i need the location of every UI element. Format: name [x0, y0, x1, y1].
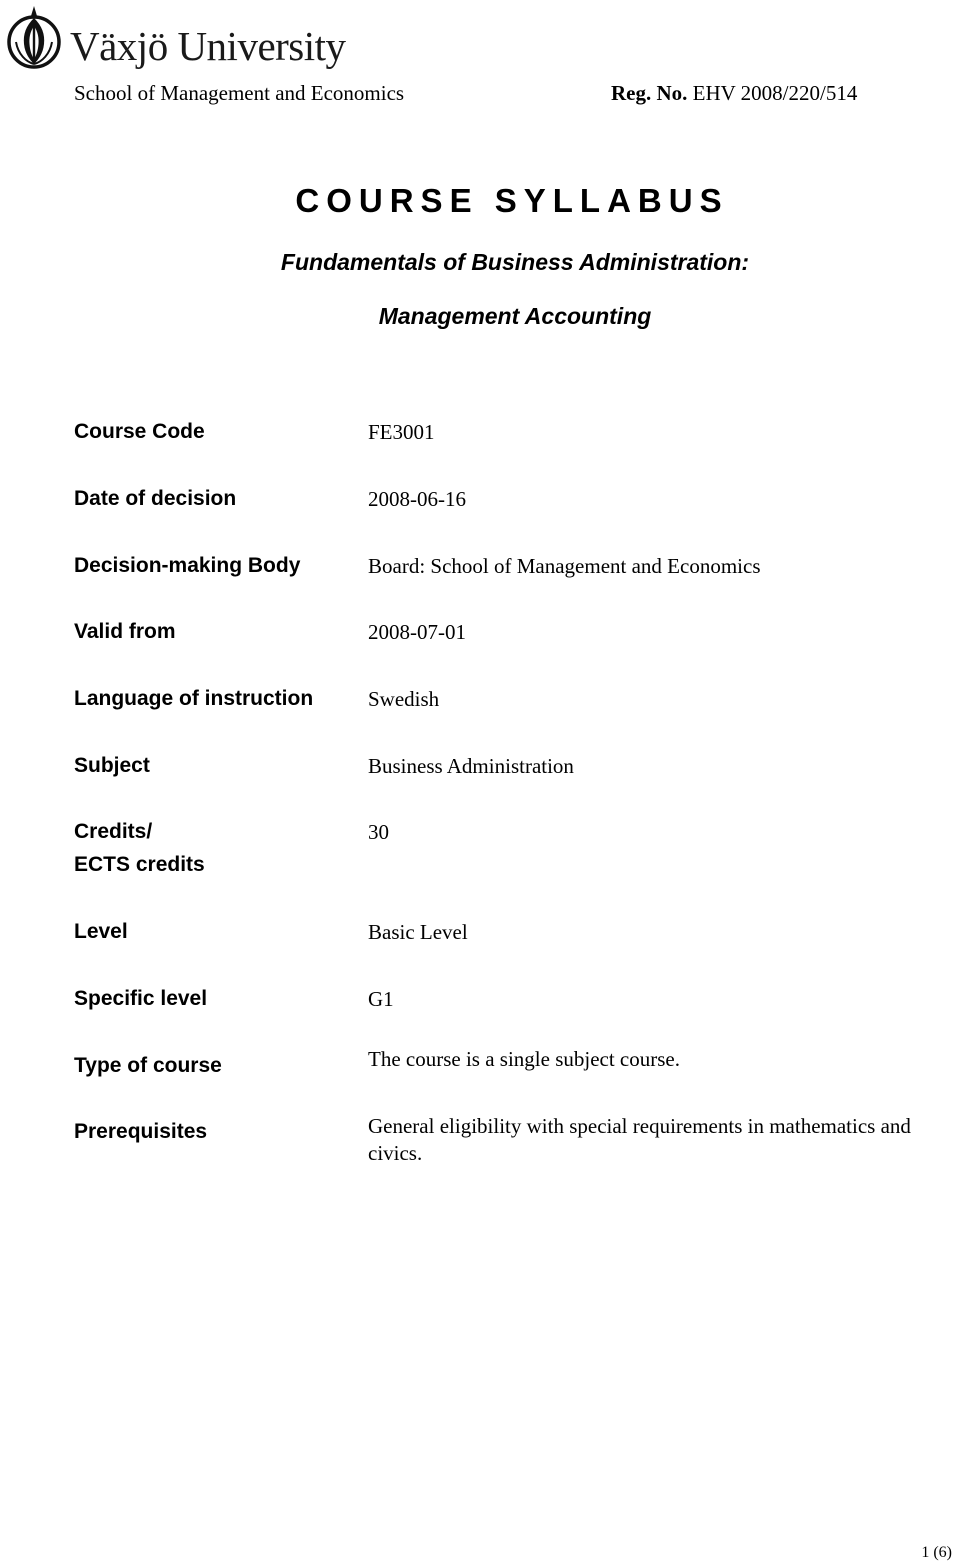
type-of-course-label: Type of course: [74, 1054, 222, 1077]
credits-value: 30: [368, 820, 389, 844]
prerequisites-value: General eligibility with special requirements in mathematics and civics.: [368, 1114, 911, 1165]
credits-label-line-1: Credits/: [74, 820, 153, 843]
credits-label-line-2: ECTS credits: [74, 853, 205, 876]
registration-number: [611, 80, 857, 106]
decision-body-value: Board: School of Management and Economics: [368, 554, 761, 578]
language-label: Language of instruction: [74, 687, 314, 710]
subject-label: Subject: [74, 754, 150, 777]
prerequisites-label: Prerequisites: [74, 1120, 208, 1143]
level-value: Basic Level: [368, 920, 468, 944]
course-code-label: Course Code: [74, 420, 205, 443]
type-of-course-value: The course is a single subject course.: [368, 1047, 680, 1071]
document-title: COURSE SYLLABUS: [295, 182, 729, 219]
university-logo-icon: [6, 4, 62, 72]
course-title-line-2: Management Accounting: [378, 303, 652, 329]
decision-body-label: Decision-making Body: [74, 554, 301, 577]
registration-prefix: Reg. No.: [611, 81, 688, 105]
valid-from-value: 2008-07-01: [368, 620, 466, 644]
university-name: Växjö University: [70, 23, 346, 69]
date-of-decision-label: Date of decision: [74, 487, 237, 510]
specific-level-value: G1: [368, 987, 394, 1011]
level-label: Level: [74, 920, 128, 943]
registration-value: EHV 2008/220/514: [692, 81, 858, 105]
course-title-line-1: Fundamentals of Business Administration:: [280, 249, 750, 275]
language-value: Swedish: [368, 687, 440, 711]
school-name: School of Management and Economics: [74, 81, 405, 105]
specific-level-label: Specific level: [74, 987, 208, 1010]
course-code-value: FE3001: [368, 420, 435, 444]
page-number: 1 (6): [921, 1544, 952, 1561]
date-of-decision-value: 2008-06-16: [368, 487, 466, 511]
valid-from-label: Valid from: [74, 620, 176, 643]
subject-value: Business Administration: [368, 754, 574, 778]
